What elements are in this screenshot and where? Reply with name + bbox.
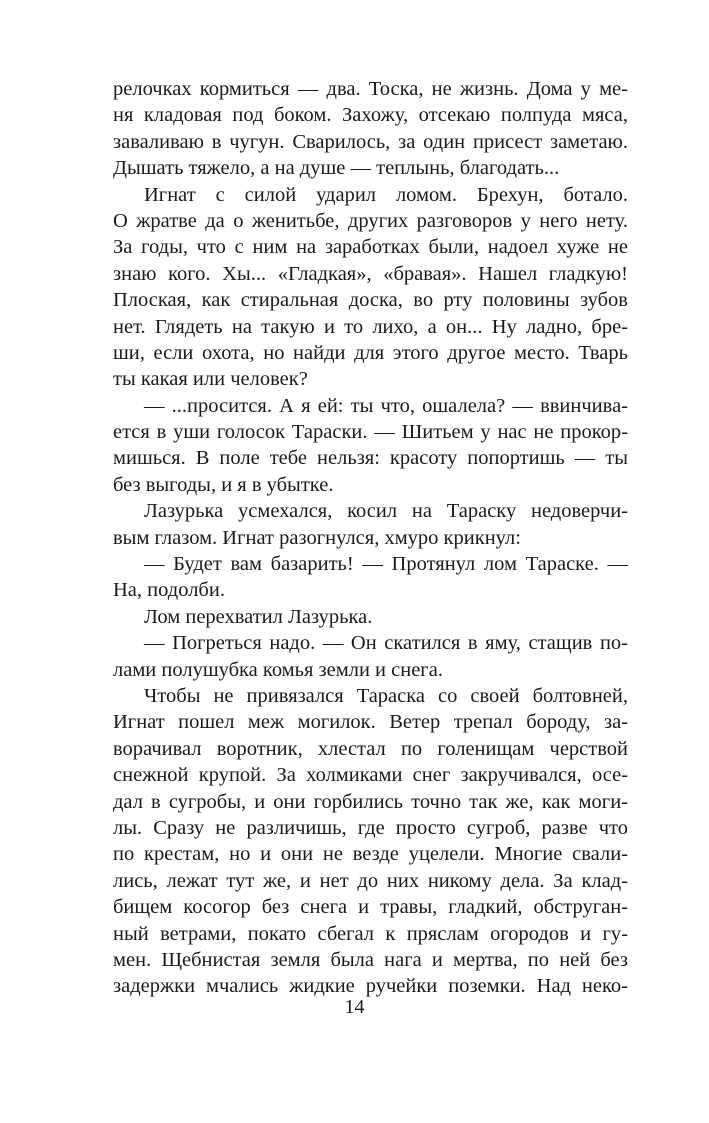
text-line: мишься. В поле тебе нельзя: красоту попортишь — ты [113, 447, 628, 470]
text-line: ный ветрами, покато сбегал к пряслам огородов и гу- [113, 922, 628, 945]
paragraph [113, 683, 628, 1000]
text-line: Лом перехватил Лазурька. [144, 605, 373, 628]
paragraph [113, 551, 628, 604]
text-line: снежной крупой. За холмиками снег закручивался, осе- [113, 764, 628, 787]
text-line: Игнат с силой ударил ломом. Брехун, ботало. [144, 183, 628, 206]
text-line: ши, если охота, но найди для этого другое место. Тварь [113, 341, 628, 364]
paragraph [113, 604, 628, 630]
text-line: по крестам, но и они не везде уцелели. Многие свали- [113, 843, 628, 866]
paragraph [113, 498, 628, 551]
text-line: Плоская, как стиральная доска, во рту половины зубов [113, 289, 628, 312]
text-line: лы. Сразу не различишь, где просто сугроб, разве что [113, 816, 628, 839]
paragraph [113, 76, 628, 182]
text-line: За годы, что с ним на заработках были, надоел хуже не [113, 236, 628, 259]
text-line: — Будет вам базарить! — Протянул лом Тараске. — [144, 553, 628, 576]
text-line: ты какая или человек? [113, 368, 308, 391]
body-text [113, 76, 628, 1000]
text-line: мен. Щебнистая земля была нага и мертва, по ней без [113, 948, 628, 971]
text-line: ется в уши голосок Тараски. — Шитьем у нас не прокор- [113, 421, 628, 444]
paragraph [113, 630, 628, 683]
text-line: вым глазом. Игнат разогнулся, хмуро крикнул: [113, 526, 521, 549]
text-line: На, подолби. [113, 579, 225, 602]
paragraph [113, 393, 628, 499]
text-line: лись, лежат тут же, и нет до них никому дела. За клад- [113, 869, 628, 892]
text-line: дал в сугробы, и они горбились точно так же, как моги- [113, 790, 628, 813]
text-line: Игнат пошел меж могилок. Ветер трепал бороду, за- [113, 711, 628, 734]
text-line: релочках кормиться — два. Тоска, не жизнь. Дома у ме- [113, 78, 628, 100]
text-line: ня кладовая под боком. Захожу, отсекаю полпуда мяса, [113, 104, 628, 127]
text-line: заваливаю в чугун. Сварилось, за один присест заметаю. [113, 130, 628, 153]
text-line: Чтобы не привязался Тараска со своей болтовней, [144, 684, 628, 707]
paragraph [113, 182, 628, 393]
text-line: О жратве да о женитьбе, других разговоров у него нету. [113, 209, 628, 232]
text-line: Лазурька усмехался, косил на Тараску недоверчи- [144, 500, 628, 523]
text-line: без выгоды, и я в убытке. [113, 473, 334, 496]
text-line: ворачивал воротник, хлестал по голенищам черствой [113, 737, 628, 760]
text-line: бищем косогор без снега и травы, гладкий, обструган- [113, 896, 628, 919]
text-line: лами полушубка комья земли и снега. [113, 658, 443, 681]
text-line: Дышать тяжело, а на душе — теплынь, благодать... [113, 157, 560, 180]
text-line: знаю кого. Хы... «Гладкая», «бравая». Нашел гладкую! [113, 262, 628, 285]
text-line: — ...просится. А я ей: ты что, ошалела? — ввинчива- [144, 394, 628, 417]
text-line: — Погреться надо. — Он скатился в яму, стащив по- [144, 632, 628, 655]
page-number: 14 [344, 996, 365, 1018]
text-line: задержки мчались жидкие ручейки поземки. Над неко- [113, 975, 628, 998]
text-line: нет. Глядеть на такую и то лихо, а он... Ну ладно, бре- [113, 315, 628, 338]
